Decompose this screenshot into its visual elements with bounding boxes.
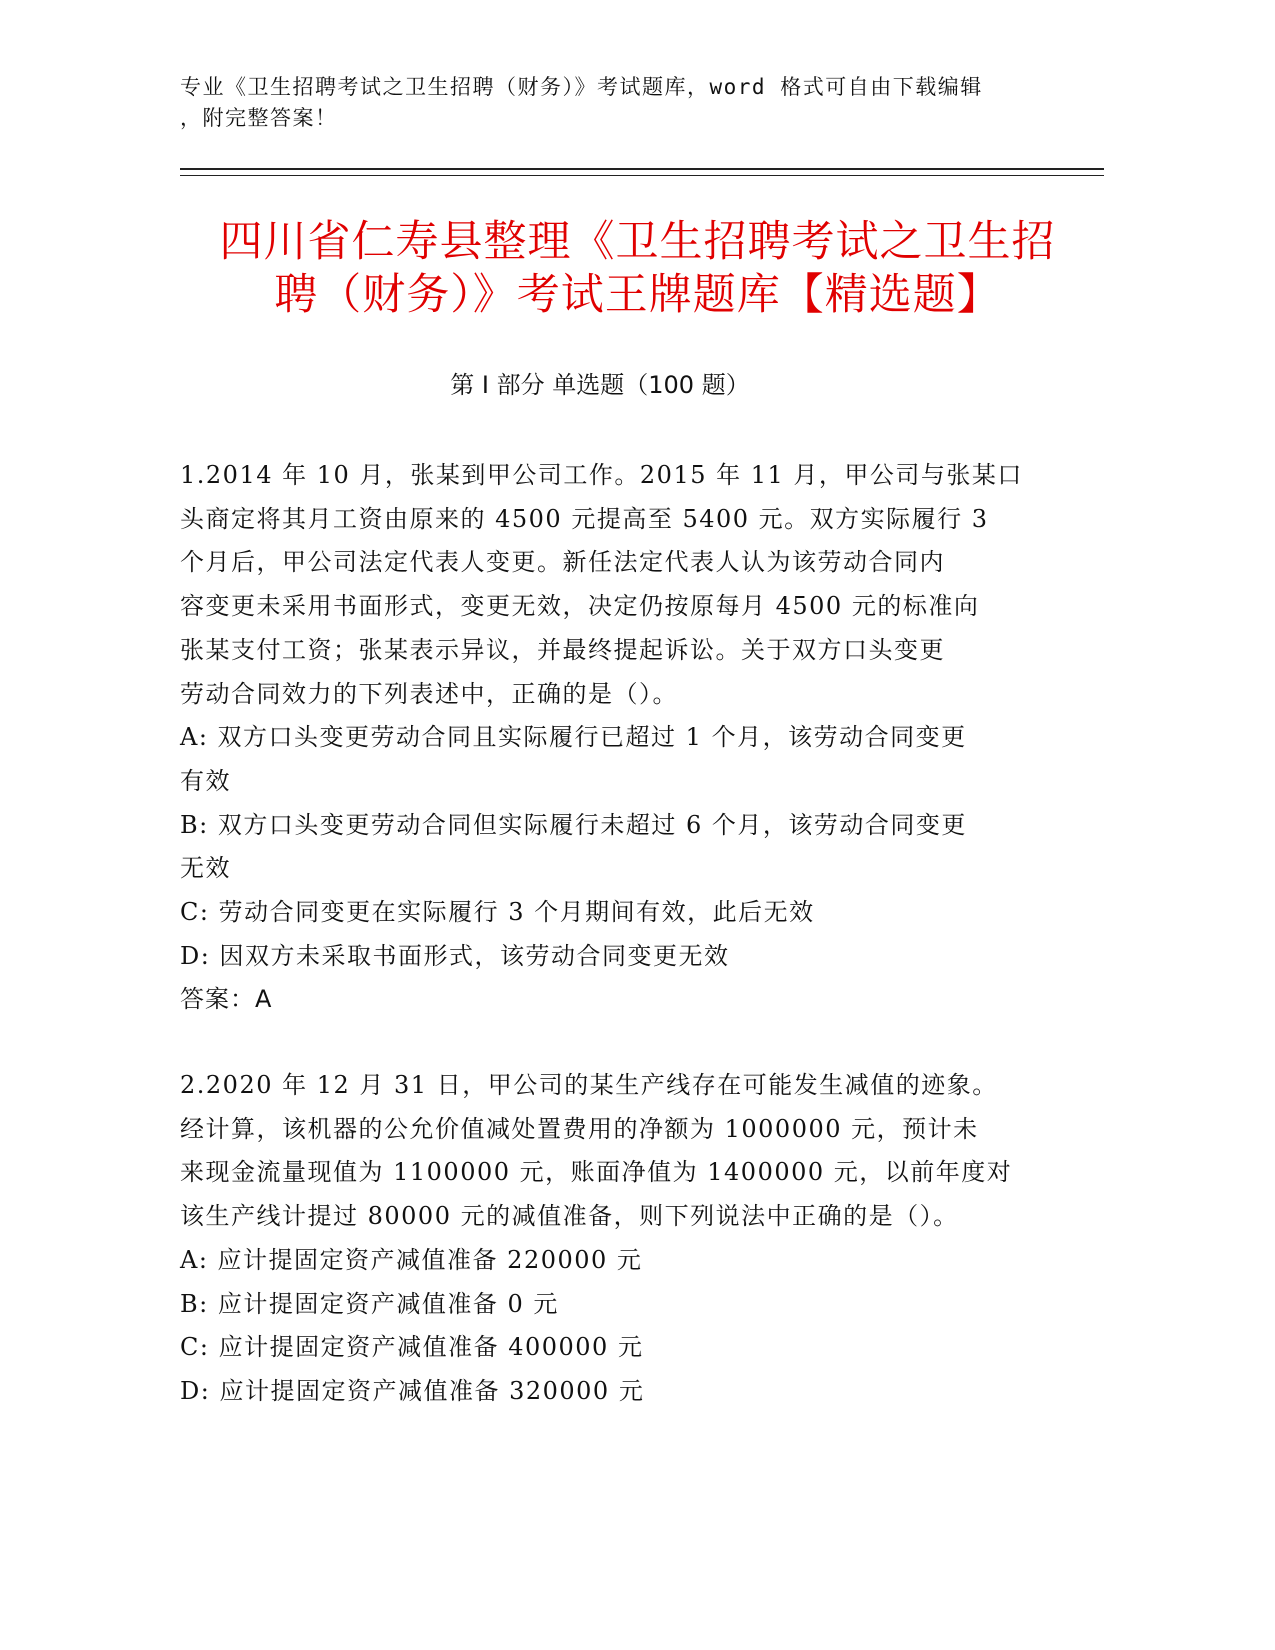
question-1-option-a: A: 双方口头变更劳动合同且实际履行已超过 1 个月，该劳动合同变更 [180,723,967,752]
question-1-text-line: 个月后，甲公司法定代表人变更。新任法定代表人认为该劳动合同内 [180,548,945,577]
question-2-option-b: B: 应计提固定资产减值准备 0 元 [180,1289,559,1318]
header-divider-thin [180,175,1104,176]
question-2 [180,1064,1030,1414]
question-2-option-d: D: 应计提固定资产减值准备 320000 元 [180,1376,645,1405]
header-note-line-2: ，附完整答案！ [180,106,338,130]
question-2-text-line: 来现金流量现值为 1100000 元，账面净值为 1400000 元，以前年度对 [180,1158,1013,1187]
question-1 [180,454,1030,1022]
question-1-option-a-cont: 有效 [180,766,231,795]
question-2-option-c: C: 应计提固定资产减值准备 400000 元 [180,1333,644,1362]
header-divider-thick [180,168,1104,170]
document-title [150,216,1125,322]
question-1-text-line: 劳动合同效力的下列表述中，正确的是（）。 [180,679,678,708]
section-heading: 第 I 部分 单选题（100 题） [450,371,750,399]
header-note [180,72,1060,134]
question-1-option-b: B: 双方口头变更劳动合同但实际履行未超过 6 个月，该劳动合同变更 [180,810,967,839]
question-1-option-b-cont: 无效 [180,854,231,883]
header-note-line-1: 专业《卫生招聘考试之卫生招聘（财务）》考试题库，word 格式可自由下载编辑 [180,75,983,99]
question-1-text-line: 容变更未采用书面形式，变更无效，决定仍按原每月 4500 元的标准向 [180,592,980,621]
question-1-option-d: D: 因双方未采取书面形式，该劳动合同变更无效 [180,941,730,970]
question-2-text-line: 该生产线计提过 80000 元的减值准备，则下列说法中正确的是（）。 [180,1202,959,1231]
question-1-text-line: 1.2014 年 10 月，张某到甲公司工作。2015 年 11 月，甲公司与张某口 [180,461,1023,489]
question-2-text-line: 2.2020 年 12 月 31 日，甲公司的某生产线存在可能发生减值的迹象。 [180,1071,998,1099]
document-title-line-2: 聘（财务）》考试王牌题库【精选题】 [274,270,1001,320]
question-1-text-line: 张某支付工资；张某表示异议，并最终提起诉讼。关于双方口头变更 [180,635,945,664]
document-title-line-1: 四川省仁寿县整理《卫生招聘考试之卫生招 [219,217,1056,267]
question-2-option-a: A: 应计提固定资产减值准备 220000 元 [180,1245,643,1274]
question-1-option-c: C: 劳动合同变更在实际履行 3 个月期间有效，此后无效 [180,898,815,927]
question-1-text-line: 头商定将其月工资由原来的 4500 元提高至 5400 元。双方实际履行 3 [180,504,989,533]
question-2-text-line: 经计算，该机器的公允价值减处置费用的净额为 1000000 元，预计未 [180,1114,979,1143]
question-1-answer: 答案：A [180,985,273,1014]
